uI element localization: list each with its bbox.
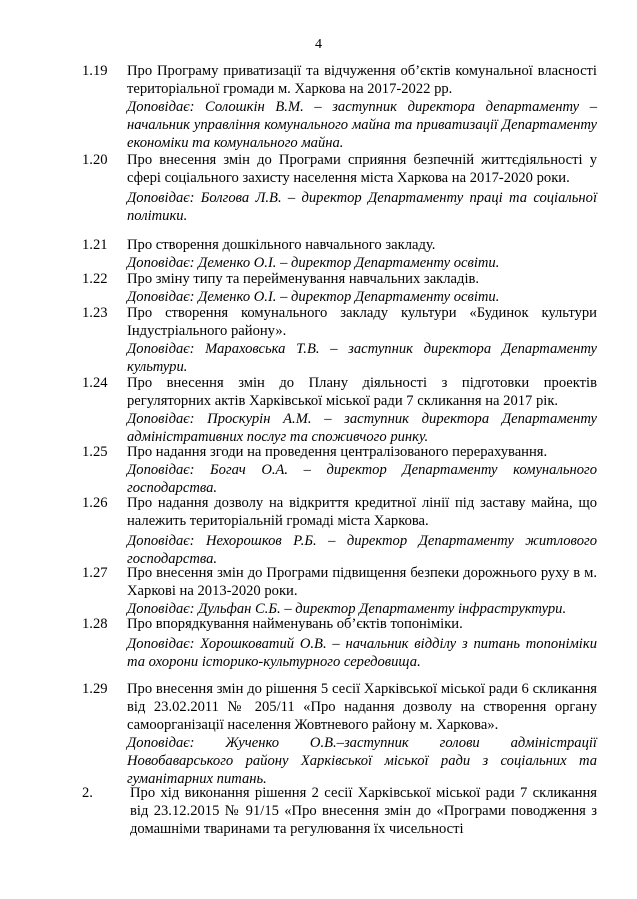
item-number: 1.29 bbox=[82, 681, 108, 697]
agenda-item bbox=[82, 236, 602, 272]
item-title: Про хід виконання рішення 2 сесії Харківської міської ради 7 скликання від 23.12.2015 № 91/15 «Про внесення змін до «Програми поводження з домашніми тваринами та регулювання їх чисельності bbox=[130, 785, 597, 837]
agenda-item bbox=[82, 151, 602, 225]
item-speaker: Доповідає: Солошкін В.М. – заступник директора департаменту – начальник управління комунального майна та приватизації Департаменту економіки та комунального майна. bbox=[127, 99, 597, 151]
agenda-item bbox=[82, 62, 602, 152]
item-speaker: Доповідає: Дульфан С.Б. – директор Департаменту інфраструктури. bbox=[127, 601, 567, 617]
item-number: 1.19 bbox=[82, 63, 108, 79]
agenda-item bbox=[82, 680, 602, 788]
item-number: 1.26 bbox=[82, 495, 108, 511]
item-speaker: Доповідає: Жученко О.В.–заступник голови адміністрації Новобаварського району Харківської міської ради з соціальних та гуманітарних питань. bbox=[127, 735, 597, 787]
item-speaker: Доповідає: Хорошковатий О.В. – начальник відділу з питань топоніміки та охорони історико-культурного середовища. bbox=[127, 636, 597, 670]
agenda-item bbox=[82, 304, 602, 376]
item-speaker: Доповідає: Болгова Л.В. – директор Департаменту праці та соціальної політики. bbox=[127, 190, 597, 224]
item-title: Про внесення змін до Програми підвищення безпеки дорожнього руху в м. Харкові на 2013-2020 роки. bbox=[127, 565, 597, 599]
item-number: 1.25 bbox=[82, 444, 108, 460]
agenda-item bbox=[82, 564, 602, 618]
item-number: 1.23 bbox=[82, 305, 108, 321]
item-title: Про надання згоди на проведення централізованого перерахування. bbox=[127, 444, 548, 460]
item-number: 1.21 bbox=[82, 237, 108, 253]
agenda-item bbox=[82, 374, 602, 446]
item-speaker: Доповідає: Деменко О.І. – директор Департаменту освіти. bbox=[127, 289, 500, 305]
item-number: 1.27 bbox=[82, 565, 108, 581]
item-number: 1.28 bbox=[82, 616, 108, 632]
item-title: Про створення дошкільного навчального закладу. bbox=[127, 237, 436, 253]
item-speaker: Доповідає: Нехорошков Р.Б. – директор Департаменту житлового господарства. bbox=[127, 533, 597, 567]
item-speaker: Доповідає: Проскурін А.М. – заступник директора Департаменту адміністративних послуг та споживчого ринку. bbox=[127, 411, 597, 445]
item-title: Про створення комунального закладу культури «Будинок культури Індустріального району». bbox=[127, 305, 597, 339]
item-number: 1.20 bbox=[82, 152, 108, 168]
agenda-item bbox=[82, 615, 602, 671]
agenda-item bbox=[82, 270, 602, 306]
item-number: 2. bbox=[82, 785, 93, 801]
page-number: 4 bbox=[315, 37, 322, 52]
agenda-item bbox=[82, 494, 602, 568]
item-title: Про внесення змін до рішення 5 сесії Харківської міської ради 6 скликання від 23.02.2011 № 205/11 «Про надання дозволу на створення органу самоорганізації населення Жовтневого району м. Харкова». bbox=[127, 681, 597, 733]
item-title: Про впорядкування найменувань об’єктів топоніміки. bbox=[127, 616, 463, 632]
item-title: Про зміну типу та перейменування навчальних закладів. bbox=[127, 271, 480, 287]
item-title: Про внесення змін до Плану діяльності з підготовки проектів регуляторних актів Харківської міської ради 7 скликання на 2017 рік. bbox=[127, 375, 597, 409]
agenda-item bbox=[82, 443, 602, 497]
item-speaker: Доповідає: Мараховська Т.В. – заступник директора Департаменту культури. bbox=[127, 341, 597, 375]
item-speaker: Доповідає: Деменко О.І. – директор Департаменту освіти. bbox=[127, 255, 500, 271]
item-title: Про Програму приватизації та відчуження об’єктів комунальної власності територіальної громади м. Харкова на 2017-2022 рр. bbox=[127, 63, 597, 97]
item-speaker: Доповідає: Богач О.А. – директор Департаменту комунального господарства. bbox=[127, 462, 597, 496]
item-title: Про внесення змін до Програми сприяння безпечній життєдіяльності у сфері соціального захисту населення міста Харкова на 2017-2020 роки. bbox=[127, 152, 597, 186]
item-number: 1.24 bbox=[82, 375, 108, 391]
agenda-item bbox=[82, 784, 602, 838]
item-title: Про надання дозволу на відкриття кредитної лінії під заставу майна, що належить територіальній громаді міста Харкова. bbox=[127, 495, 597, 529]
item-number: 1.22 bbox=[82, 271, 108, 287]
